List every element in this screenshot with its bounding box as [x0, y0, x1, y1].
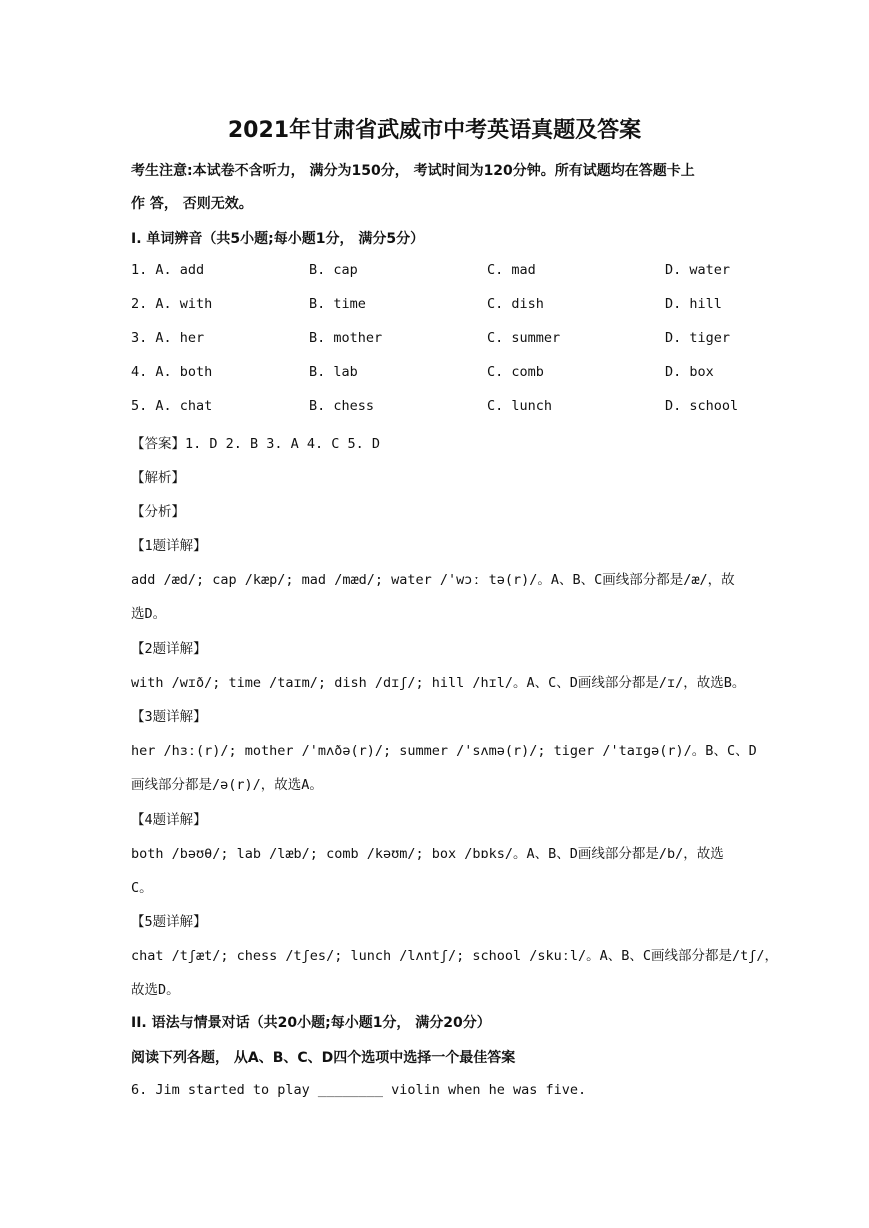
- question-row: [131, 364, 771, 384]
- answer-line: 【答案】1. D 2. B 3. A 4. C 5. D: [131, 436, 381, 452]
- option-b: B. chess: [309, 398, 375, 414]
- option-c: C. dish: [487, 296, 544, 312]
- document-title: 2021年甘肃省武威市中考英语真题及答案: [227, 118, 642, 143]
- q4-explanation-line-2: C。: [131, 880, 153, 896]
- option-a: 3. A. her: [131, 330, 205, 346]
- q5-explanation-line-1: chat /tʃæt/; chess /tʃes/; lunch /lʌntʃ/; school /skuːl/。A、B、C画线部分都是/tʃ/，: [131, 948, 779, 964]
- option-a: 1. A. add: [131, 262, 205, 278]
- fenxi-label: 【分析】: [131, 504, 185, 520]
- q5-explanation-line-2: 故选D。: [131, 982, 180, 998]
- option-a: 4. A. both: [131, 364, 213, 380]
- q2-explanation-line-1: with /wɪð/; time /taɪm/; dish /dɪʃ/; hill /hɪl/。A、C、D画线部分都是/ɪ/，故选B。: [131, 675, 746, 691]
- option-b: B. mother: [309, 330, 383, 346]
- q3-explanation-line-2: 画线部分都是/ə(r)/，故选A。: [131, 777, 323, 793]
- option-c: C. mad: [487, 262, 536, 278]
- question-row: [131, 262, 771, 282]
- notice-line-2: 作 答， 否则无效。: [131, 196, 253, 212]
- question-row: [131, 398, 771, 418]
- section-1-heading: I. 单词辨音（共5小题;每小题1分， 满分5分）: [131, 231, 425, 247]
- option-a: 5. A. chat: [131, 398, 213, 414]
- option-b: B. cap: [309, 262, 358, 278]
- q3-heading: 【3题详解】: [131, 709, 207, 725]
- q1-explanation-line-2: 选D。: [131, 606, 167, 622]
- option-d: D. tiger: [665, 330, 731, 346]
- option-b: B. lab: [309, 364, 358, 380]
- option-b: B. time: [309, 296, 366, 312]
- q1-heading: 【1题详解】: [131, 538, 207, 554]
- q4-explanation-line-1: both /bəʊθ/; lab /læb/; comb /kəʊm/; box /bɒks/。A、B、D画线部分都是/b/，故选: [131, 846, 724, 862]
- notice-line-1: 考生注意:本试卷不含听力， 满分为150分， 考试时间为120分钟。所有试题均在答题卡上: [131, 163, 695, 179]
- section-2-heading: II. 语法与情景对话（共20小题;每小题1分， 满分20分）: [131, 1015, 491, 1031]
- q1-explanation-line-1: add /æd/; cap /kæp/; mad /mæd/; water /'wɔː tə(r)/。A、B、C画线部分都是/æ/，故: [131, 572, 735, 588]
- question-6: 6. Jim started to play ________ violin when he was five.: [131, 1082, 587, 1098]
- option-a: 2. A. with: [131, 296, 213, 312]
- option-d: D. school: [665, 398, 739, 414]
- option-c: C. lunch: [487, 398, 553, 414]
- option-c: C. summer: [487, 330, 561, 346]
- question-row: [131, 330, 771, 350]
- option-d: D. box: [665, 364, 714, 380]
- q3-explanation-line-1: her /hɜː(r)/; mother /'mʌðə(r)/; summer /'sʌmə(r)/; tiger /'taɪgə(r)/。B、C、D: [131, 743, 757, 759]
- q4-heading: 【4题详解】: [131, 812, 207, 828]
- option-c: C. comb: [487, 364, 544, 380]
- section-2-instruction: 阅读下列各题， 从A、B、C、D四个选项中选择一个最佳答案: [131, 1050, 516, 1066]
- q5-heading: 【5题详解】: [131, 914, 207, 930]
- analysis-label: 【解析】: [131, 470, 185, 486]
- question-row: [131, 296, 771, 316]
- option-d: D. hill: [665, 296, 722, 312]
- q2-heading: 【2题详解】: [131, 641, 207, 657]
- option-d: D. water: [665, 262, 731, 278]
